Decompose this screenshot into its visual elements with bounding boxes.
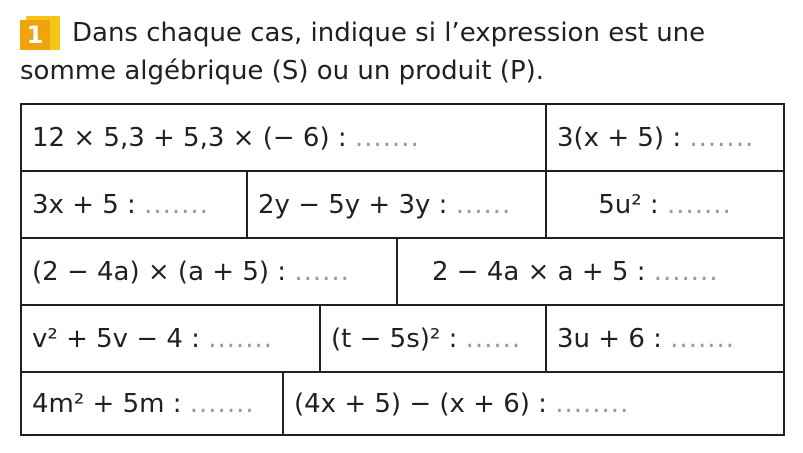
expression-text: 2 − 4a × a + 5 : (432, 256, 646, 287)
answer-blank[interactable]: ...... (455, 189, 512, 220)
table-row (22, 105, 783, 172)
exercise-instruction-line2: somme algébrique (S) ou un produit (P). (20, 56, 545, 86)
answer-blank[interactable]: ....... (208, 323, 274, 354)
expression-cell (22, 239, 398, 304)
expression-cell (22, 306, 321, 371)
answer-blank[interactable]: ....... (189, 388, 255, 419)
expression-cell (398, 239, 783, 304)
expression-cell (547, 172, 783, 237)
table-row (22, 306, 783, 373)
expression-text: (t − 5s)² : (331, 323, 458, 354)
expression-cell (284, 373, 783, 434)
answer-blank[interactable]: ........ (555, 388, 630, 419)
answer-blank[interactable]: ...... (294, 256, 350, 287)
answer-blank[interactable]: ....... (354, 122, 420, 153)
expression-text: (2 − 4a) × (a + 5) : (32, 256, 287, 287)
expression-text: 3x + 5 : (32, 189, 136, 220)
table-row (22, 373, 783, 434)
expression-table (20, 103, 785, 436)
answer-blank[interactable]: ....... (653, 256, 719, 287)
expression-text: 12 × 5,3 + 5,3 × (− 6) : (32, 122, 347, 153)
answer-blank[interactable]: ....... (670, 323, 736, 354)
expression-text: 4m² + 5m : (32, 388, 182, 419)
answer-blank[interactable]: ...... (465, 323, 522, 354)
exercise-instruction-line1: Dans chaque cas, indique si l’expression est une (72, 18, 706, 48)
answer-blank[interactable]: ....... (689, 122, 755, 153)
expression-cell (547, 306, 783, 371)
exercise-number: 1 (20, 20, 50, 50)
expression-text: v² + 5v − 4 : (32, 323, 200, 354)
expression-text: 3u + 6 : (557, 323, 662, 354)
expression-cell (321, 306, 547, 371)
answer-blank[interactable]: ....... (666, 189, 732, 220)
expression-cell (547, 105, 783, 170)
expression-text: (4x + 5) − (x + 6) : (294, 388, 547, 419)
table-row (22, 239, 783, 306)
expression-text: 5u² : (598, 189, 659, 220)
table-row (22, 172, 783, 239)
expression-text: 3(x + 5) : (557, 122, 682, 153)
expression-cell (22, 373, 284, 434)
expression-cell (248, 172, 547, 237)
answer-blank[interactable]: ....... (144, 189, 209, 220)
expression-cell (22, 105, 547, 170)
exercise-number-badge (20, 16, 60, 50)
expression-text: 2y − 5y + 3y : (258, 189, 448, 220)
expression-cell (22, 172, 248, 237)
